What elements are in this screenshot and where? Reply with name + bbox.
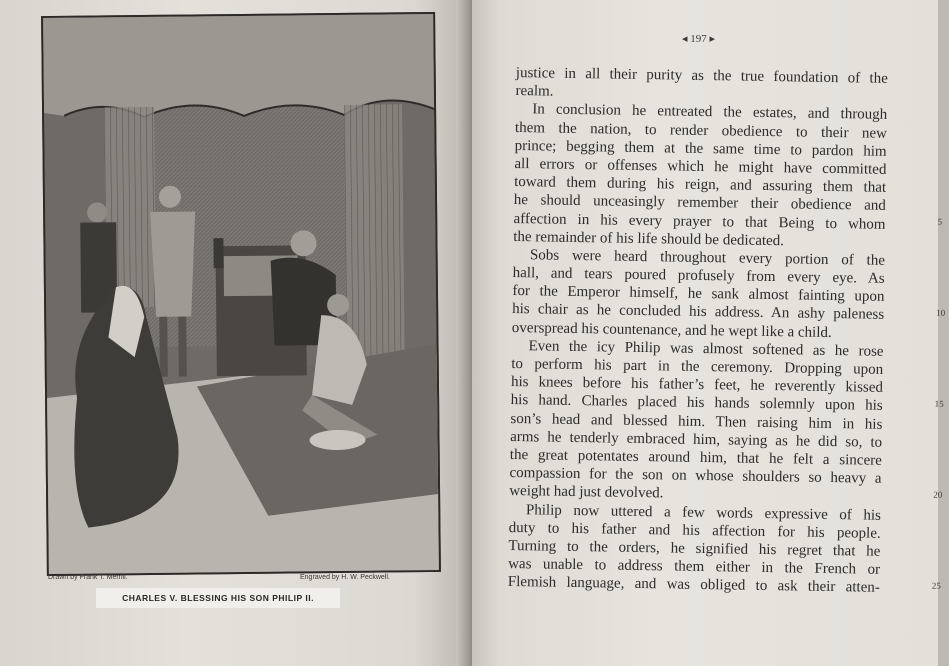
text-line: the great potentates around him, that he felt a sincere [509,446,882,469]
right-page [472,0,946,666]
text-line: Flemish language, and was obliged to ask their atten- [507,574,880,597]
text-line: compassion for the son on whose shoulders so heavy a [509,465,882,487]
text-line: all errors or offenses which he might have committed [514,155,887,178]
line-number: 20 [933,489,943,500]
text-line: hall, and tears poured profusely from every eye. As [512,265,885,287]
line-number: 10 [936,307,946,318]
text-line: arms he tenderly embraced him, saying as he did so, to [510,428,883,451]
text-line: Sobs were heard throughout every portion of the [529,247,886,269]
text-line: affection in his every prayer to that Being to whom [513,210,886,233]
line-number: 25 [931,580,941,591]
page-number: ◂ 197 ▸ [682,33,716,45]
line-number: 5 [937,216,943,227]
text-line: Philip now uttered a few words expressive of his [525,501,882,524]
body-text [507,64,946,597]
text-line: overspread his countenance, and he wept like a child. [511,319,832,341]
left-page [0,0,470,666]
text-line: weight had just devolved. [509,483,664,502]
text-line: toward them during his reign, and assuring them that [514,174,887,196]
engraving-illustration [43,14,439,574]
plate-caption: CHARLES V. BLESSING HIS SON PHILIP II. [96,588,340,608]
text-line: In conclusion he entreated the estates, and through [532,101,888,124]
engraver-credit: Engraved by H. W. Peckwell. [300,574,390,581]
text-line: his chair as he concluded his address. An ashy paleness [512,301,885,324]
illustrator-credit: Drawn by Frank T. Merrill. [48,574,128,581]
text-line: to perform his part in the ceremony. Dropping upon [511,355,884,378]
text-line: for the Emperor himself, he sank almost fainting upon [512,283,885,306]
text-line: realm. [515,83,554,100]
text-line: them the nation, to render obedience to their new [514,119,888,142]
text-line: justice in all their purity as the true foundation of the [515,64,888,87]
line-number: 15 [934,398,944,409]
text-line: duty to his father and his affection for his people. [508,519,881,542]
text-line: his knees before his father’s feet, he reverently kissed [510,374,884,396]
text-line: was unable to address them either in the French or [508,556,881,578]
text-line: the remainder of his life should be dedicated. [513,228,785,249]
text-line: his hand. Charles placed his hands solemnly upon his [510,392,883,415]
text-line: son’s head and blessed him. Then raising him in his [510,410,883,433]
engraving-plate [41,12,441,576]
text-line: prince; begging them at the same time to pardon him [514,137,887,160]
text-line: Turning to the orders, he signified his regret that he [508,537,881,560]
text-line: he should unceasingly remember their obedience and [513,192,886,215]
text-line: Even the icy Philip was almost softened as he rose [528,338,884,360]
